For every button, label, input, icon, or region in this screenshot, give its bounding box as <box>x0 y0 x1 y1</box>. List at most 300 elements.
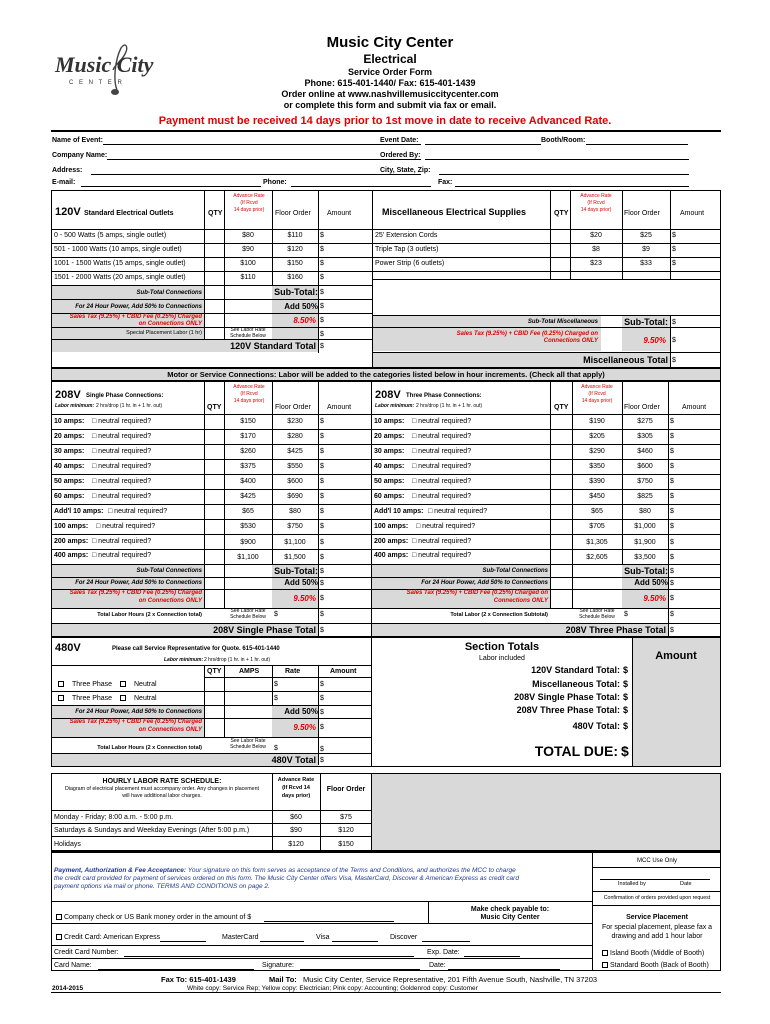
auth-text3: payment options via mail or phone. TERMS AND CONDITIONS on page 2. <box>54 883 270 890</box>
cc-number-label: Credit Card Number: <box>54 949 119 956</box>
email-label: E-mail: <box>52 179 76 186</box>
totals-amount-header: Amount <box>655 650 697 662</box>
s208t-row-5-floor: $825 <box>637 493 653 500</box>
s480-title: 480V <box>55 642 81 654</box>
s208t-row-9-amount[interactable]: $ <box>670 554 674 561</box>
misc-row-0-floor: $25 <box>640 232 652 239</box>
s208s-labor-amount[interactable]: $ <box>274 611 278 618</box>
s208s-labor-min: Labor minimum: <box>55 403 95 409</box>
misc-row-2-label: Power Strip (6 outlets) <box>375 260 445 267</box>
date-field[interactable] <box>448 969 560 970</box>
misc-adv-header3: 14 days prior) <box>580 207 612 213</box>
credit-card-option[interactable] <box>56 934 160 941</box>
page-subtitle: Electrical <box>363 52 417 66</box>
s208t-row-3-amount[interactable]: $ <box>670 463 674 470</box>
s208s-title: 208V <box>55 389 81 401</box>
s120-row-3-amount[interactable]: $ <box>320 274 324 281</box>
s208s-row-7-amps: 100 amps: <box>54 523 89 530</box>
s480-labor-total[interactable]: $ <box>320 746 324 753</box>
s120-amount-header: Amount <box>327 210 352 217</box>
s208s-floor-header: Floor Order <box>275 404 311 411</box>
s480-rate-header: Rate <box>285 668 301 675</box>
misc-amount-header: Amount <box>680 210 705 217</box>
s480-add50-label: Add 50% <box>284 707 318 716</box>
misc-row-1-adv: $8 <box>592 246 600 253</box>
s120-subtotal-amount[interactable]: $ <box>320 289 324 296</box>
s208t-row-1-amps: 20 amps: <box>374 433 405 440</box>
labor-row-2-adv: $120 <box>288 841 304 848</box>
totals-line-1-amount[interactable]: $ <box>623 679 629 689</box>
address-field[interactable] <box>91 174 421 175</box>
s208t-row-9-opt[interactable]: □ neutral required? <box>412 552 472 559</box>
event-date-field[interactable] <box>425 144 541 145</box>
s480-amps-header: AMPS <box>239 668 260 675</box>
s208s-add50-note: For 24 Hour Power, Add 50% to Connections <box>75 580 202 586</box>
s208s-row-7-opt[interactable]: □ neutral required? <box>96 523 156 530</box>
neutral-checkbox-icon[interactable] <box>120 681 126 687</box>
auth-paragraph <box>54 867 584 891</box>
s120-row-0-amount[interactable]: $ <box>320 232 324 239</box>
s208t-row-2-amount[interactable]: $ <box>670 448 674 455</box>
s208s-tax-line2: on Connections ONLY <box>138 598 202 604</box>
payment-section <box>51 851 721 971</box>
s208s-row-6-adv: $65 <box>242 508 254 515</box>
amex-field[interactable] <box>160 941 206 942</box>
s208t-row-8-amps: 200 amps: <box>374 538 409 545</box>
s120-title-sub: Standard Electrical Outlets <box>84 210 174 217</box>
s208t-row-0-floor: $275 <box>637 418 653 425</box>
s208t-row-2-adv: $290 <box>589 448 605 455</box>
labor-row-1-label: Saturdays & Sundays and Weekday Evenings (After 5:00 p.m.) <box>54 827 250 834</box>
total-due-label: TOTAL DUE: <box>534 743 618 759</box>
s208s-row-0-amps: 10 amps: <box>54 418 85 425</box>
s120-row-2-label: 1001 - 1500 Watts (15 amps, single outlet) <box>54 260 186 267</box>
s480-total-label: 480V Total <box>271 755 316 765</box>
s208t-row-1-amount[interactable]: $ <box>670 433 674 440</box>
s208t-row-7-amps: 100 amps: <box>374 523 409 530</box>
misc-total-label: Miscellaneous Total <box>583 355 668 365</box>
s208t-row-7-opt[interactable]: □ neutral required? <box>416 523 476 530</box>
three-phase-checkbox-2-icon[interactable] <box>58 695 64 701</box>
section-totals <box>371 637 721 767</box>
s208t-floor-header: Floor Order <box>624 404 660 411</box>
standard-booth-option[interactable] <box>602 962 709 969</box>
mastercard-field[interactable] <box>260 941 304 942</box>
s120-row-1-adv: $90 <box>242 246 254 253</box>
totals-line-2-amount[interactable]: $ <box>623 692 629 702</box>
s120-tax-rate: 8.50% <box>293 316 316 325</box>
s208t-row-8-floor: $1,900 <box>634 539 656 546</box>
s208t-labor-min: Labor minimum: <box>375 403 415 409</box>
s208s-tax-amount[interactable]: $ <box>320 595 324 602</box>
s208t-tax-rate: 9.50% <box>643 594 666 603</box>
misc-total-amount[interactable]: $ <box>672 357 676 364</box>
s208t-row-3-adv: $350 <box>589 463 605 470</box>
misc-tax-line1: Sales Tax (9.25%) + CBID Fee (0.25%) Charged on <box>456 331 598 337</box>
credit-card-label: Credit Card: American Express <box>64 934 161 941</box>
header-block <box>230 34 550 111</box>
s208s-row-2-amps: 30 amps: <box>54 448 85 455</box>
s480-three-phase-option[interactable] <box>58 681 112 688</box>
s208t-title: 208V <box>375 389 401 401</box>
s208t-row-4-opt[interactable]: □ neutral required? <box>412 478 472 485</box>
s120-total-amount[interactable]: $ <box>320 343 324 350</box>
s120-row-0-adv: $80 <box>242 232 254 239</box>
s208t-row-8-opt[interactable]: □ neutral required? <box>412 538 472 545</box>
s208s-row-9-adv: $1,100 <box>237 554 259 561</box>
s480-tax-amount[interactable]: $ <box>320 724 324 731</box>
s120-see-labor1: See Labor Rate <box>230 327 266 333</box>
s208s-row-9-opt[interactable]: □ neutral required? <box>92 552 152 559</box>
check-amount-field[interactable] <box>264 921 394 922</box>
ordered-by-field[interactable] <box>425 159 689 160</box>
s208s-row-0-floor: $230 <box>287 418 303 425</box>
s208s-row-5-amount[interactable]: $ <box>320 493 324 500</box>
s208s-row-6-opt[interactable]: □ neutral required? <box>108 508 168 515</box>
s480-labor-min: Labor minimum: <box>164 657 204 663</box>
misc-tax-line2: Connections ONLY <box>543 338 598 344</box>
misc-qty-header: QTY <box>554 210 569 217</box>
s208s-row-5-amps: 60 amps: <box>54 493 85 500</box>
s480-three-phase-option-2[interactable] <box>58 695 112 702</box>
s208s-row-8-amount[interactable]: $ <box>320 539 324 546</box>
fax-field[interactable] <box>455 186 689 187</box>
s480-see-labor2: Schedule Below <box>230 744 266 750</box>
s208t-adv-header3: 14 days prior) <box>581 398 613 404</box>
footer-copies: White copy: Service Rep; Yellow copy: Electrician; Pink copy: Accounting; Goldenrod copy: Customer <box>187 985 478 992</box>
misc-title: Miscellaneous Electrical Supplies <box>382 207 527 217</box>
s208s-row-3-opt[interactable]: □ neutral required? <box>92 463 152 470</box>
s480-labor-hours: Total Labor Hours (2 x Connection total) <box>97 745 202 751</box>
s208s-row-1-floor: $280 <box>287 433 303 440</box>
s120-tax-line2: on Connections ONLY <box>138 321 202 327</box>
make-check-line2: Music City Center <box>480 914 540 921</box>
ordered-by-label: Ordered By: <box>380 152 421 159</box>
s120-subtotal-label: Sub-Total: <box>274 287 318 297</box>
s208t-labor-total[interactable]: $ <box>670 611 674 618</box>
s208s-row-4-opt[interactable]: □ neutral required? <box>92 478 152 485</box>
s208t-row-5-amount[interactable]: $ <box>670 493 674 500</box>
s208s-row-7-amount[interactable]: $ <box>320 523 324 530</box>
s208t-row-5-opt[interactable]: □ neutral required? <box>412 493 472 500</box>
form-name: Service Order Form <box>347 67 433 77</box>
s120-see-labor2: Schedule Below <box>230 333 266 339</box>
booth-room-field[interactable] <box>586 144 688 145</box>
s208t-subtotal-label: Sub-Total: <box>624 566 668 576</box>
s208s-row-0-amount[interactable]: $ <box>320 418 324 425</box>
s208t-row-8-amount[interactable]: $ <box>670 539 674 546</box>
totals-line-4-amount[interactable]: $ <box>623 721 629 731</box>
email-field[interactable] <box>81 186 261 187</box>
cc-number-field[interactable] <box>124 956 414 957</box>
booth-room-label: Booth/Room: <box>541 137 586 144</box>
s208s-row-6-amps: Add'l 10 amps: <box>54 508 104 515</box>
s480-neutral-option[interactable] <box>120 681 157 688</box>
s208t-row-6-amps: Add'l 10 amps: <box>374 508 424 515</box>
s480-labor-amount[interactable]: $ <box>274 745 278 752</box>
mcc-use-only: MCC Use Only <box>636 858 677 864</box>
s120-title: 120V <box>55 206 81 218</box>
s120-row-0-label: 0 - 500 Watts (5 amps, single outlet) <box>54 232 167 239</box>
section-120v <box>51 190 721 368</box>
labor-diagram-note1: Diagram of electrical placement must accompany order. Any changes in placement <box>64 786 260 792</box>
s208s-subtotal-label: Sub-Total: <box>274 566 318 576</box>
s208t-row-4-amount[interactable]: $ <box>670 478 674 485</box>
s208s-row-2-floor: $425 <box>287 448 303 455</box>
s208s-subtotal-amount[interactable]: $ <box>320 568 324 575</box>
s208s-labor-min-val: 2 hrs/drop (1 hr. in + 1 hr. out) <box>96 403 163 409</box>
labor-row-2-label: Holidays <box>54 841 81 848</box>
misc-tax-amount[interactable]: $ <box>672 337 676 344</box>
auth-text2: the credit card provided for payment of services ordered on this form. The Music City Center offers Visa, MasterCard, Discover & American Express as credit card <box>54 875 519 882</box>
s208t-tax-amount[interactable]: $ <box>670 595 674 602</box>
labor-row-1-floor: $120 <box>338 827 354 834</box>
s208s-row-4-floor: $600 <box>287 478 303 485</box>
s208t-subtotal-amount[interactable]: $ <box>670 568 674 575</box>
standard-booth-checkbox-icon[interactable] <box>602 962 608 968</box>
s208s-row-9-floor: $1,500 <box>284 554 306 561</box>
s208s-row-2-adv: $260 <box>240 448 256 455</box>
misc-row-1-floor: $9 <box>642 246 650 253</box>
s480-amount-header: Amount <box>330 668 357 675</box>
s480-row-0-rate[interactable]: $ <box>274 681 278 688</box>
s480-three-phase-label-2: Three Phase <box>72 695 113 702</box>
section-480v <box>51 637 372 767</box>
s208s-row-1-opt[interactable]: □ neutral required? <box>92 433 152 440</box>
totals-line-3-amount[interactable]: $ <box>623 705 629 715</box>
labor-row-0-floor: $75 <box>340 814 352 821</box>
footer-year: 2014-2015 <box>52 985 84 992</box>
labor-floor-header: Floor Order <box>326 786 366 793</box>
s208t-row-1-opt[interactable]: □ neutral required? <box>412 433 472 440</box>
s208s-adv-header1: Advance Rate <box>233 384 265 390</box>
neutral-checkbox-2-icon[interactable] <box>120 695 126 701</box>
s480-call: Please call Service Representative for Quote. 615-401-1440 <box>112 646 280 652</box>
footer-mail-to: Mail To: <box>269 975 297 984</box>
s480-neutral-label: Neutral <box>134 681 157 688</box>
s120-tax-amount[interactable]: $ <box>320 317 324 324</box>
s208t-row-2-opt[interactable]: □ neutral required? <box>412 448 472 455</box>
s208s-see-labor2: Schedule Below <box>230 614 266 620</box>
s208t-row-9-amps: 400 amps: <box>374 552 409 559</box>
signature-field[interactable] <box>300 969 420 970</box>
total-due-amount[interactable]: $ <box>621 743 629 759</box>
totals-labor-included: Labor included <box>479 655 525 662</box>
s208t-row-3-opt[interactable]: □ neutral required? <box>412 463 472 470</box>
misc-row-0-label: 25' Extension Cords <box>375 232 438 239</box>
s120-row-3-floor: $160 <box>287 274 303 281</box>
misc-row-0-amount[interactable]: $ <box>672 232 676 239</box>
check-checkbox-icon[interactable] <box>56 914 62 920</box>
island-booth-checkbox-icon[interactable] <box>602 950 608 956</box>
auth-title: Payment, Authorization & Fee Acceptance: <box>54 867 187 874</box>
s208s-row-8-amps: 200 amps: <box>54 538 89 545</box>
s480-three-phase-label: Three Phase <box>72 681 113 688</box>
s480-labor-min-val: 2 hrs/drop (1 hr. in + 1 hr. out) <box>204 657 271 663</box>
s208s-row-0-opt[interactable]: □ neutral required? <box>92 418 152 425</box>
s208s-total-amount[interactable]: $ <box>320 627 324 634</box>
s480-tax-rate: 9.50% <box>293 723 316 732</box>
s208s-labor-hours: Total Labor Hours (2 x Connection total) <box>97 612 202 618</box>
s208t-row-9-floor: $3,500 <box>634 554 656 561</box>
s208s-amount-header: Amount <box>327 404 352 411</box>
s208s-row-5-opt[interactable]: □ neutral required? <box>92 493 152 500</box>
s208t-add50-label: Add 50% <box>634 578 668 587</box>
company-name-label: Company Name: <box>52 152 108 159</box>
check-option[interactable] <box>56 914 251 921</box>
s208s-row-8-opt[interactable]: □ neutral required? <box>92 538 152 545</box>
s208s-title-sub: Single Phase Connections: <box>86 393 164 399</box>
s208s-row-8-floor: $1,100 <box>284 539 306 546</box>
s208s-row-1-amps: 20 amps: <box>54 433 85 440</box>
labor-title: HOURLY LABOR RATE SCHEDULE: <box>102 778 222 785</box>
s120-subtotal-conn: Sub-Total Connections <box>136 290 202 296</box>
s208s-row-9-amount[interactable]: $ <box>320 554 324 561</box>
s208t-row-4-adv: $390 <box>589 478 605 485</box>
s208s-row-6-floor: $80 <box>289 508 301 515</box>
date-label: Date: <box>429 962 446 969</box>
misc-subtotal-label: Sub-Total Miscellaneous <box>527 319 598 325</box>
s208t-add50-amount[interactable]: $ <box>670 580 674 587</box>
s208s-row-4-amount[interactable]: $ <box>320 478 324 485</box>
s120-adv-header2: (If Rcvd <box>240 200 258 206</box>
s208s-row-8-adv: $900 <box>240 539 256 546</box>
s208s-row-1-amount[interactable]: $ <box>320 433 324 440</box>
s208t-row-0-opt[interactable]: □ neutral required? <box>412 418 472 425</box>
s208s-row-4-adv: $400 <box>240 478 256 485</box>
misc-row-1-amount[interactable]: $ <box>672 246 676 253</box>
section-208v-single <box>51 381 372 637</box>
card-name-field[interactable] <box>98 969 254 970</box>
phone-label: Phone: <box>263 179 287 186</box>
totals-title: Section Totals <box>464 641 540 653</box>
s208t-row-0-amps: 10 amps: <box>374 418 405 425</box>
s120-labor-amount[interactable]: $ <box>320 331 324 338</box>
card-name-label: Card Name: <box>54 962 92 969</box>
s208t-tax-line2: Connections ONLY <box>493 598 548 604</box>
s120-add50-amount[interactable]: $ <box>320 303 324 310</box>
s208s-row-2-amount[interactable]: $ <box>320 448 324 455</box>
island-booth-option[interactable] <box>602 950 704 957</box>
s208t-row-1-floor: $305 <box>637 433 653 440</box>
s120-row-1-amount[interactable]: $ <box>320 246 324 253</box>
s208s-tax-line1: Sales Tax (9.25%) + CBID Fee (0.25%) Charged <box>69 590 202 596</box>
visa-field[interactable] <box>332 941 378 942</box>
s208t-row-5-adv: $450 <box>589 493 605 500</box>
misc-subtotal-amount[interactable]: $ <box>672 319 676 326</box>
misc-row-2-amount[interactable]: $ <box>672 260 676 267</box>
s120-row-2-amount[interactable]: $ <box>320 260 324 267</box>
s480-row-1-amount[interactable]: $ <box>320 695 324 702</box>
s208t-row-0-amount[interactable]: $ <box>670 418 674 425</box>
auth-text1: Your signature on this form serves as acceptance of the Terms and Conditions, and authorizes the MCC to charge <box>187 867 516 874</box>
s120-total-label: 120V Standard Total <box>230 341 316 351</box>
s480-row-1-rate[interactable]: $ <box>274 695 278 702</box>
city-state-zip-field[interactable] <box>439 174 689 175</box>
name-of-event-field[interactable] <box>103 144 421 145</box>
labor-row-0-adv: $60 <box>290 814 302 821</box>
s480-neutral-option-2[interactable] <box>120 695 157 702</box>
discover-label: Discover <box>390 934 418 941</box>
s208t-total-amount[interactable]: $ <box>670 627 674 634</box>
misc-adv-header2: (If Rcvd <box>587 200 605 206</box>
labor-schedule <box>51 773 372 851</box>
totals-line-0: 120V Standard Total: <box>531 665 620 675</box>
misc-subtotal-title: Sub-Total: <box>624 317 668 327</box>
s120-row-2-floor: $150 <box>287 260 303 267</box>
confirmation-note: Confirmation of orders provided upon request <box>603 895 711 901</box>
s208t-labor-amount[interactable]: $ <box>624 611 628 618</box>
s480-total-amount[interactable]: $ <box>320 757 324 764</box>
installed-by-field[interactable] <box>600 879 710 880</box>
s120-row-3-adv: $110 <box>240 274 256 281</box>
s208s-labor-total[interactable]: $ <box>320 611 324 618</box>
visa-label: Visa <box>316 934 330 941</box>
labor-diagram-note2: will have additional labor charges. <box>122 793 202 799</box>
s208s-row-3-amount[interactable]: $ <box>320 463 324 470</box>
mastercard-label: MasterCard <box>222 934 259 941</box>
s208t-labor-min-val: 2 hrs/drop (1 hr. in + 1 hr. out) <box>416 403 483 409</box>
make-check-line1: Make check payable to: <box>470 906 550 913</box>
totals-line-3: 208V Three Phase Total: <box>516 705 620 715</box>
s208t-row-6-opt[interactable]: □ neutral required? <box>428 508 488 515</box>
service-placement-line2: drawing and add 1 hour labor <box>611 933 703 940</box>
labor-adv-header1: Advance Rate <box>277 777 315 783</box>
s480-add50-amount[interactable]: $ <box>320 709 324 716</box>
credit-card-checkbox-icon[interactable] <box>56 934 62 940</box>
s208t-row-7-amount[interactable]: $ <box>670 523 674 530</box>
discover-field[interactable] <box>422 941 470 942</box>
name-of-event-label: Name of Event: <box>52 137 103 144</box>
s480-neutral-label-2: Neutral <box>134 695 157 702</box>
totals-line-0-amount[interactable]: $ <box>623 665 629 675</box>
s208s-add50-amount[interactable]: $ <box>320 580 324 587</box>
s208t-row-4-amps: 50 amps: <box>374 478 405 485</box>
s208s-adv-header3: 14 days prior) <box>233 398 265 404</box>
submit-line: or complete this form and submit via fax or email. <box>283 100 497 110</box>
online-line: Order online at www.nashvillemusiccitycenter.com <box>281 89 499 99</box>
three-phase-checkbox-icon[interactable] <box>58 681 64 687</box>
event-date-label: Event Date: <box>380 137 419 144</box>
s208t-row-7-adv: $705 <box>589 523 605 530</box>
s208t-row-6-amount[interactable]: $ <box>670 508 674 515</box>
s480-tax-line1: Sales Tax (9.25%) + CBID Fee (0.25%) Charged <box>69 719 202 725</box>
phone-field[interactable] <box>291 186 431 187</box>
section-208v-three <box>371 381 721 637</box>
s208t-row-8-adv: $1,305 <box>586 539 608 546</box>
s208t-see-labor1: See Labor Rate <box>579 608 615 614</box>
s120-qty-header: QTY <box>208 210 223 217</box>
company-name-field[interactable] <box>107 159 421 160</box>
exp-date-field[interactable] <box>464 956 520 957</box>
installed-by-label: Installed by <box>618 881 646 887</box>
s480-row-0-amount[interactable]: $ <box>320 681 324 688</box>
s208t-tax-line1: Sales Tax (9.25%) + CBID Fee (0.25%) Charged on <box>406 590 548 596</box>
check-label: Company check or US Bank money order in the amount of $ <box>64 914 252 921</box>
s120-row-3-label: 1501 - 2000 Watts (20 amps, single outlet) <box>54 274 186 281</box>
footer <box>51 971 721 993</box>
s480-see-labor1: See Labor Rate <box>230 738 266 744</box>
s208s-adv-header2: (If Rcvd <box>240 391 258 397</box>
labor-row-2-floor: $150 <box>338 841 354 848</box>
s208s-row-6-amount[interactable]: $ <box>320 508 324 515</box>
s480-tax-line2: on Connections ONLY <box>138 727 202 733</box>
s480-qty-header: QTY <box>207 668 222 675</box>
s208s-row-2-opt[interactable]: □ neutral required? <box>92 448 152 455</box>
s120-row-1-label: 501 - 1000 Watts (10 amps, single outlet) <box>54 246 182 253</box>
totals-line-1: Miscellaneous Total: <box>532 679 620 689</box>
s208s-row-5-adv: $425 <box>240 493 256 500</box>
